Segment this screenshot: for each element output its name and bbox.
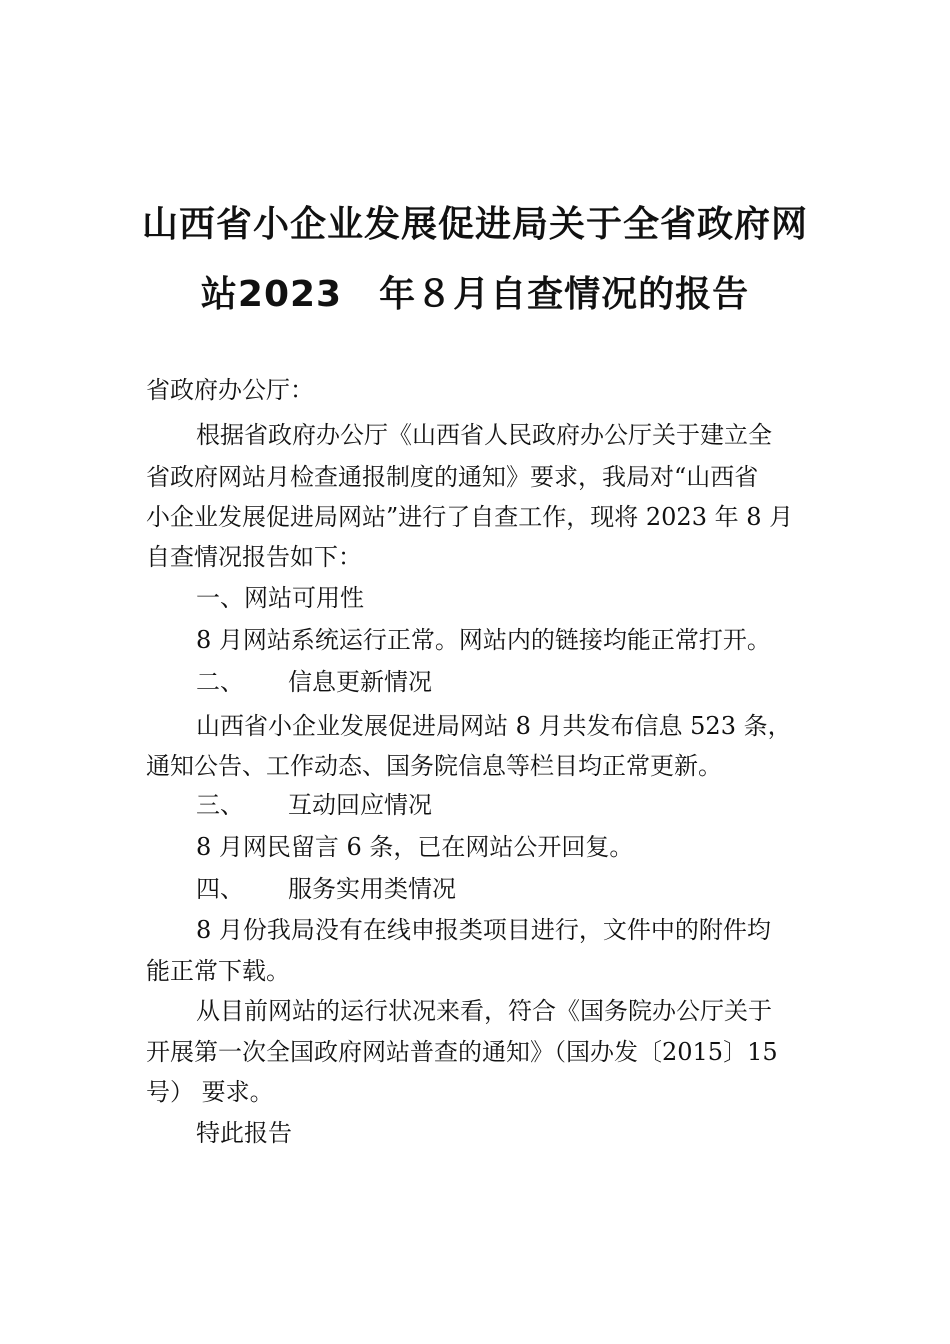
intro-line: 自查情况报告如下： [146,543,362,571]
section-4-number: 四、 [196,875,244,903]
salutation: 省政府办公厅： [146,376,314,404]
section-4-title: 服务实用类情况 [288,875,456,903]
conclusion-line: 号） 要求。 [146,1078,274,1106]
conclusion-line: 从目前网站的运行状况来看，符合《国务院办公厅关于 [196,997,772,1025]
section-2-heading [196,667,432,697]
closing-line: 特此报告 [196,1119,292,1147]
section-3-heading [196,790,432,820]
section-2-number: 二、 [196,668,244,696]
section-3-title: 互动回应情况 [288,791,432,819]
section-1-body: 8 月网站系统运行正常。网站内的链接均能正常打开。 [196,626,771,654]
document-title-line-2: 站2023 年８月自查情况的报告 [200,274,750,315]
section-2-title: 信息更新情况 [288,668,432,696]
section-2-body-line: 山西省小企业发展促进局网站 8 月共发布信息 523 条， [196,712,792,740]
intro-line: 省政府网站月检查通报制度的通知》要求，我局对“山西省 [146,463,759,491]
section-4-heading [196,874,456,904]
conclusion-line: 开展第一次全国政府网站普查的通知》（国办发〔2015〕15 [146,1038,778,1066]
section-4-body-line: 能正常下载。 [146,957,290,985]
section-3-body: 8 月网民留言 6 条，已在网站公开回复。 [196,833,634,861]
section-2-body-line: 通知公告、工作动态、国务院信息等栏目均正常更新。 [146,752,722,780]
intro-line: 小企业发展促进局网站”进行了自查工作，现将 2023 年 8 月 [146,503,794,531]
document-title-line-1: 山西省小企业发展促进局关于全省政府网 [141,204,808,245]
section-4-body-line: 8 月份我局没有在线申报类项目进行，文件中的附件均 [196,916,771,944]
intro-line: 根据省政府办公厅《山西省人民政府办公厅关于建立全 [196,421,772,449]
section-3-number: 三、 [196,791,244,819]
section-1-heading: 一、网站可用性 [196,584,364,612]
